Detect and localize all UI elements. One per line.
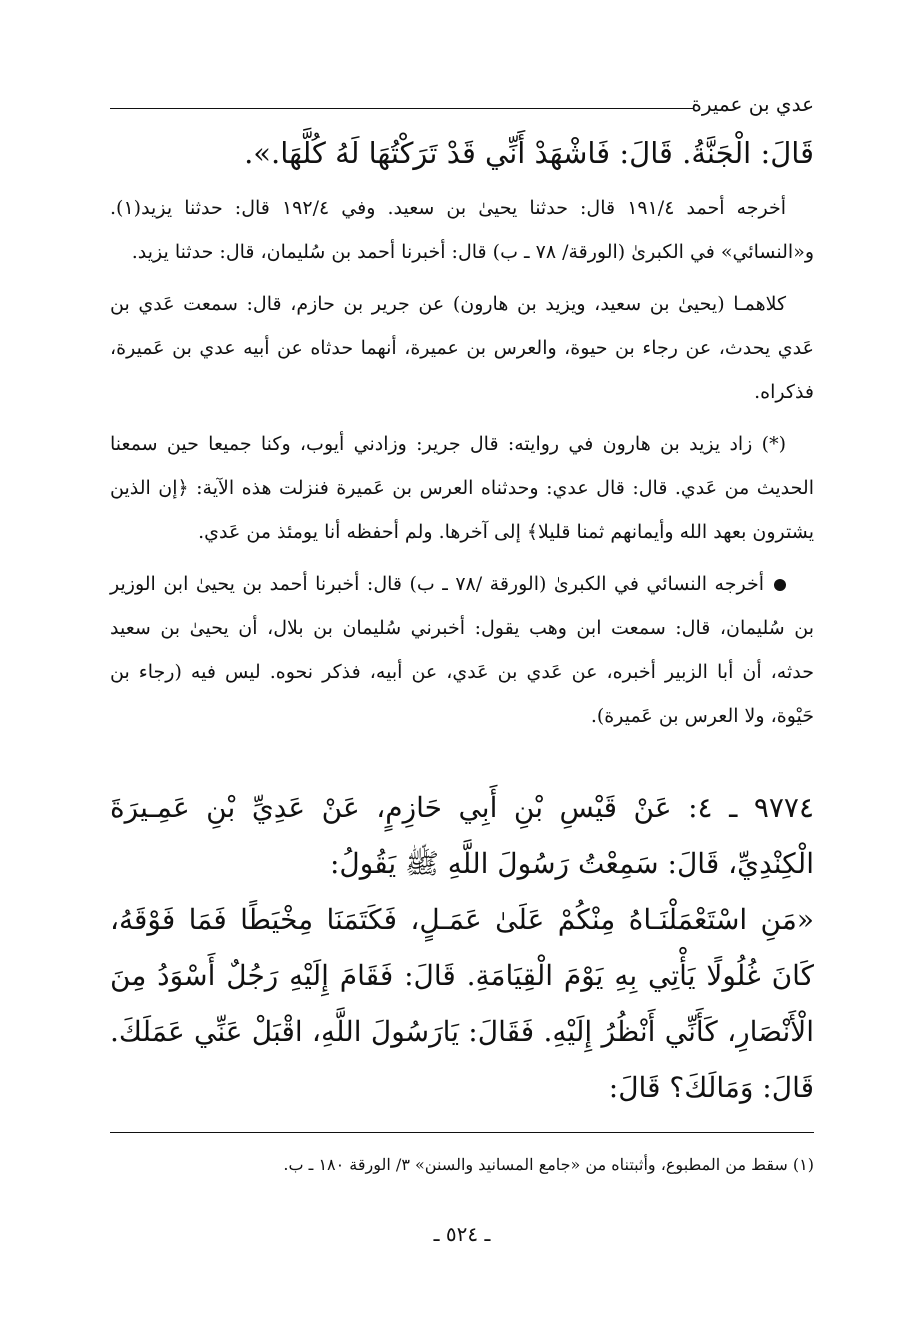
footnote: (١) سقط من المطبوع، وأثبتناه من «جامع المسانيد والسنن» ٣/ الورقة ١٨٠ ـ ب. [283,1155,814,1174]
bullet-icon [774,579,786,591]
takhrij-paragraph-1: أخرجه أحمد ١٩١/٤ قال: حدثنا يحيىٰ بن سعيد. وفي ١٩٢/٤ قال: حدثنا يزيد(١). و«النسائي» في الكبرىٰ (الورقة/ ٧٨ ـ ب) قال: أخبرنا أحمد بن سُليمان، قال: حدثنا يزيد. [110,197,814,263]
takhrij-paragraph-3: (*) زاد يزيد بن هارون في روايته: قال جرير: وزادني أيوب، وكنا جميعا حين سمعنا الحديث من عَدي. قال: قال عدي: وحدثناه العرس بن عَميرة فنزلت هذه الآية: ﴿إن الذين يشترون بعهد الله وأيمانهم ثمنا قليلا﴾ إلى آخرها. ولم أحفظه أنا يومئذ من عَدي. [110,433,814,543]
header-title: عدي بن عميرة [691,92,814,116]
takhrij-paragraph-4 [110,562,814,738]
hadith-9774-heading: ٩٧٧٤ ـ ٤: عَنْ قَيْسِ بْنِ أَبِي حَازِمٍ، عَنْ عَدِيِّ بْنِ عَمِـيرَةَ الْكِنْدِيِّ، قَالَ: سَمِعْتُ رَسُولَ اللَّهِ ﷺ يَقُولُ: [110,791,814,880]
header-rule [110,108,694,109]
running-header [110,90,814,126]
takhrij-paragraph-2: كلاهمـا (يحيىٰ بن سعيد، ويزيد بن هارون) عن جرير بن حازم، قال: سمعت عَدي بن عَدي يحدث، عن رجاء بن حيوة، والعرس بن عميرة، أنهما حدثاه عن أبيه عدي بن عَميرة، فذكراه. [110,293,814,403]
takhrij-paragraph-4-text: أخرجه النسائي في الكبرىٰ (الورقة /٧٨ ـ ب) قال: أخبرنا أحمد بن يحيىٰ ابن الوزير بن سُليمان، قال: سمعت ابن وهب يقول: أخبرني سُليمان بن بلال، أن يحيىٰ بن سعيد حدثه، أن أبا الزبير أخبره، عن عَدي بن عَدي، عن أبيه، فذكر نحوه. ليس فيه (رجاء بن حَيْوة، ولا العرس بن عَميرة). [110,573,814,727]
section-spacer [110,746,814,780]
page-number: ـ ٥٢٤ ـ [433,1222,491,1246]
hadith-continuation: قَالَ: الْجَنَّةُ. قَالَ: فَاشْهَدْ أَنِّي قَدْ تَرَكْتُهَا لَهُ كُلَّهَا.». [244,136,814,170]
main-text [110,126,814,1116]
footnote-rule [110,1132,814,1133]
hadith-9774-text: «مَنِ اسْتَعْمَلْنَـاهُ مِنْكُمْ عَلَىٰ عَمَـلٍ، فَكَتَمَنَا مِخْيَطًا فَمَا فَوْقَهُ، كَانَ غُلُولًا يَأْتِي بِهِ يَوْمَ الْقِيَامَةِ. قَالَ: فَقَامَ إِلَيْهِ رَجُلٌ أَسْوَدُ مِنَ الْأَنْصَارِ، كَأَنِّي أَنْظُرُ إِلَيْهِ. فَقَالَ: يَارَسُولَ اللَّهِ، اقْبَلْ عَنِّي عَمَلَكَ. قَالَ: وَمَالَكَ؟ قَالَ: [110,903,814,1104]
